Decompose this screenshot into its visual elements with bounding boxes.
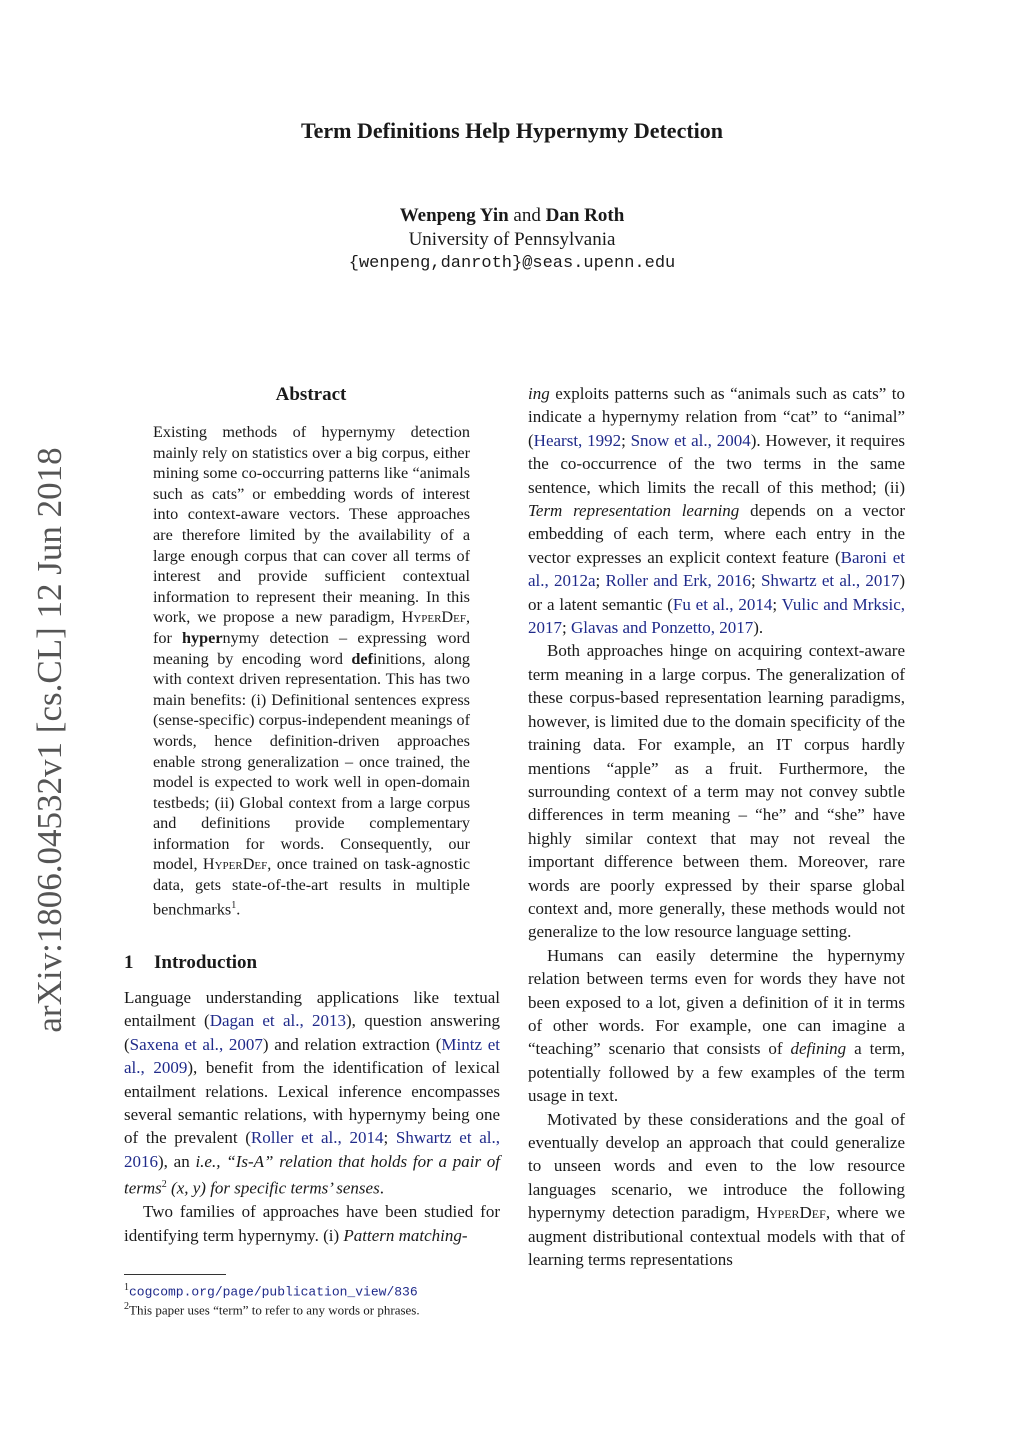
footnote-rule: [124, 1274, 226, 1275]
citation[interactable]: Snow et al., 2004: [630, 430, 751, 450]
introduction-right-column: [528, 382, 905, 1271]
author-conjunction: and: [513, 205, 541, 226]
paper-title: Term Definitions Help Hypernymy Detection: [300, 118, 724, 143]
affiliation: University of Pennsylvania: [408, 229, 616, 250]
intro-paragraph-4: Humans can easily determine the hypernymy relation between terms even for words they have not been exposed to a lot, given a definition of it in terms of other words. For example, one can imagine a “teaching” scenario that consists of defining a term, potentially followed by a few examples of the term usage in text.: [528, 945, 906, 1106]
citation[interactable]: Shwartz et al., 2017: [760, 571, 900, 591]
footnote-ref-2[interactable]: 2: [161, 1179, 167, 1191]
abstract-body: Existing methods of hypernymy detection mainly rely on statistics over a big corpus, either mining some co-occurring patterns like “animals such as cats” or embedding words of interest into context-aware vectors. These approaches are therefore limited by the availability of a large enough corpus that can cover all terms of interest and provide sufficient contextual information to represent their meaning. In this work, we propose a new paradigm, HyperDef, for hypernymy detection – expressing word meaning by encoding word definitions, along with context driven representation. This has two main benefits: (i) Definitional sentences express (sense-specific) corpus-independent meanings of words, hence definition-driven approaches enable strong generalization – once trained, the model is expected to work well in open-domain testbeds; (ii) Global context from a large corpus and definitions provide complementary information for words. Consequently, our model, HyperDef, once trained on task-agnostic data, gets state-of-the-art results in multiple benchmarks$^1$.: [153, 423, 471, 919]
intro-paragraph-2-cont: ing exploits patterns such as “animals such as cats” to indicate a hypernymy relation from “cat” to “animal” (Hearst, 1992; Snow et al., 2004). However, it requires the co-occurrence of the two terms in the same sentence, which limits the recall of this method; (ii) Term representation learning depends on a vector embedding of each term, where each entry in the vector expresses an explicit context feature (Baroni et al., 2012a; Roller and Erk, 2016; Shwartz et al., 2017) or a latent semantic (Fu et al., 2014; Vulic and Mrksic, 2017; Glavas and Ponzetto, 2017).: [528, 384, 906, 638]
citation[interactable]: Glavas and Ponzetto, 2017: [570, 618, 754, 638]
citation[interactable]: Vulic and Mrksic, 2017: [528, 594, 905, 638]
intro-paragraph-5: Motivated by these considerations and the goal of eventually develop an approach that could generalize to unseen words and even to the low resource languages scenario, we introduce the following hypernymy detection paradigm, HyperDef, where we augment distributional contextual models with that of learning terms representations: [528, 1109, 906, 1270]
footnote-1: $^1$cogcomp.org/page/publication_view/836: [124, 1282, 418, 1300]
author-block: [0, 204, 1024, 276]
intro-paragraph-3: Both approaches hinge on acquiring context-aware term meaning in a large corpus. The generalization of these corpus-based representation learning paradigms, however, is limited due to the domain specificity of the training data. For example, an IT corpus hardly mentions “apple” as a fruit. Furthermore, the surrounding context of a term may not convey subtle differences in term meaning – “he” and “she” have highly similar context that may not reveal the important difference between them. Moreover, rare words are poorly expressed by their sparse global context and, more generally, these methods would not generalize to the low resource language setting.: [528, 641, 905, 942]
author-email: {wenpeng,danroth}@seas.upenn.edu: [348, 254, 676, 273]
citation[interactable]: Shwartz et al., 2016: [124, 1128, 500, 1171]
author-2: Dan Roth: [545, 205, 625, 226]
arxiv-stamp: arXiv:1806.04532v1 [cs.CL] 12 Jun 2018: [30, 447, 69, 1033]
intro-paragraph-2: Two families of approaches have been studied for identifying term hypernymy. (i) Pattern matching-: [124, 1202, 500, 1245]
abstract-heading: Abstract: [275, 384, 347, 405]
citation[interactable]: Hearst, 1992: [533, 430, 622, 450]
citation[interactable]: Saxena et al., 2007: [129, 1034, 263, 1054]
citation[interactable]: Mintz et al., 2009: [124, 1034, 500, 1078]
section-heading-introduction: 1 Introduction: [124, 952, 258, 973]
author-1: Wenpeng Yin: [399, 205, 509, 226]
citation[interactable]: Fu et al., 2014: [672, 594, 773, 614]
introduction-left-column: [124, 986, 500, 1247]
citation[interactable]: Roller et al., 2014: [250, 1128, 384, 1148]
footnote-ref-1[interactable]: 1: [231, 899, 237, 911]
footnote-link[interactable]: cogcomp.org/page/publication_view/836: [129, 1284, 418, 1300]
citation[interactable]: Dagan et al., 2013: [209, 1011, 347, 1031]
citation[interactable]: Roller and Erk, 2016: [605, 571, 751, 591]
footnote-2: $^2$This paper uses “term” to refer to any words or phrases.: [124, 1301, 420, 1318]
citation[interactable]: Baroni et al., 2012a: [528, 547, 905, 591]
hyperdef-name: HyperDef: [401, 608, 466, 627]
intro-paragraph-1: Language understanding applications like textual entailment (Dagan et al., 2013), question answering (Saxena et al., 2007) and relation extraction (Mintz et al., 2009), benefit from the identification of lexical entailment relations. Lexical inference encompasses several semantic relations, with hypernymy being one of the prevalent (Roller et al., 2014; Shwartz et al., 2016), an i.e., “Is-A” relation that holds for a pair of terms$^2$ (x, y) for specific terms’ senses.: [124, 988, 501, 1198]
